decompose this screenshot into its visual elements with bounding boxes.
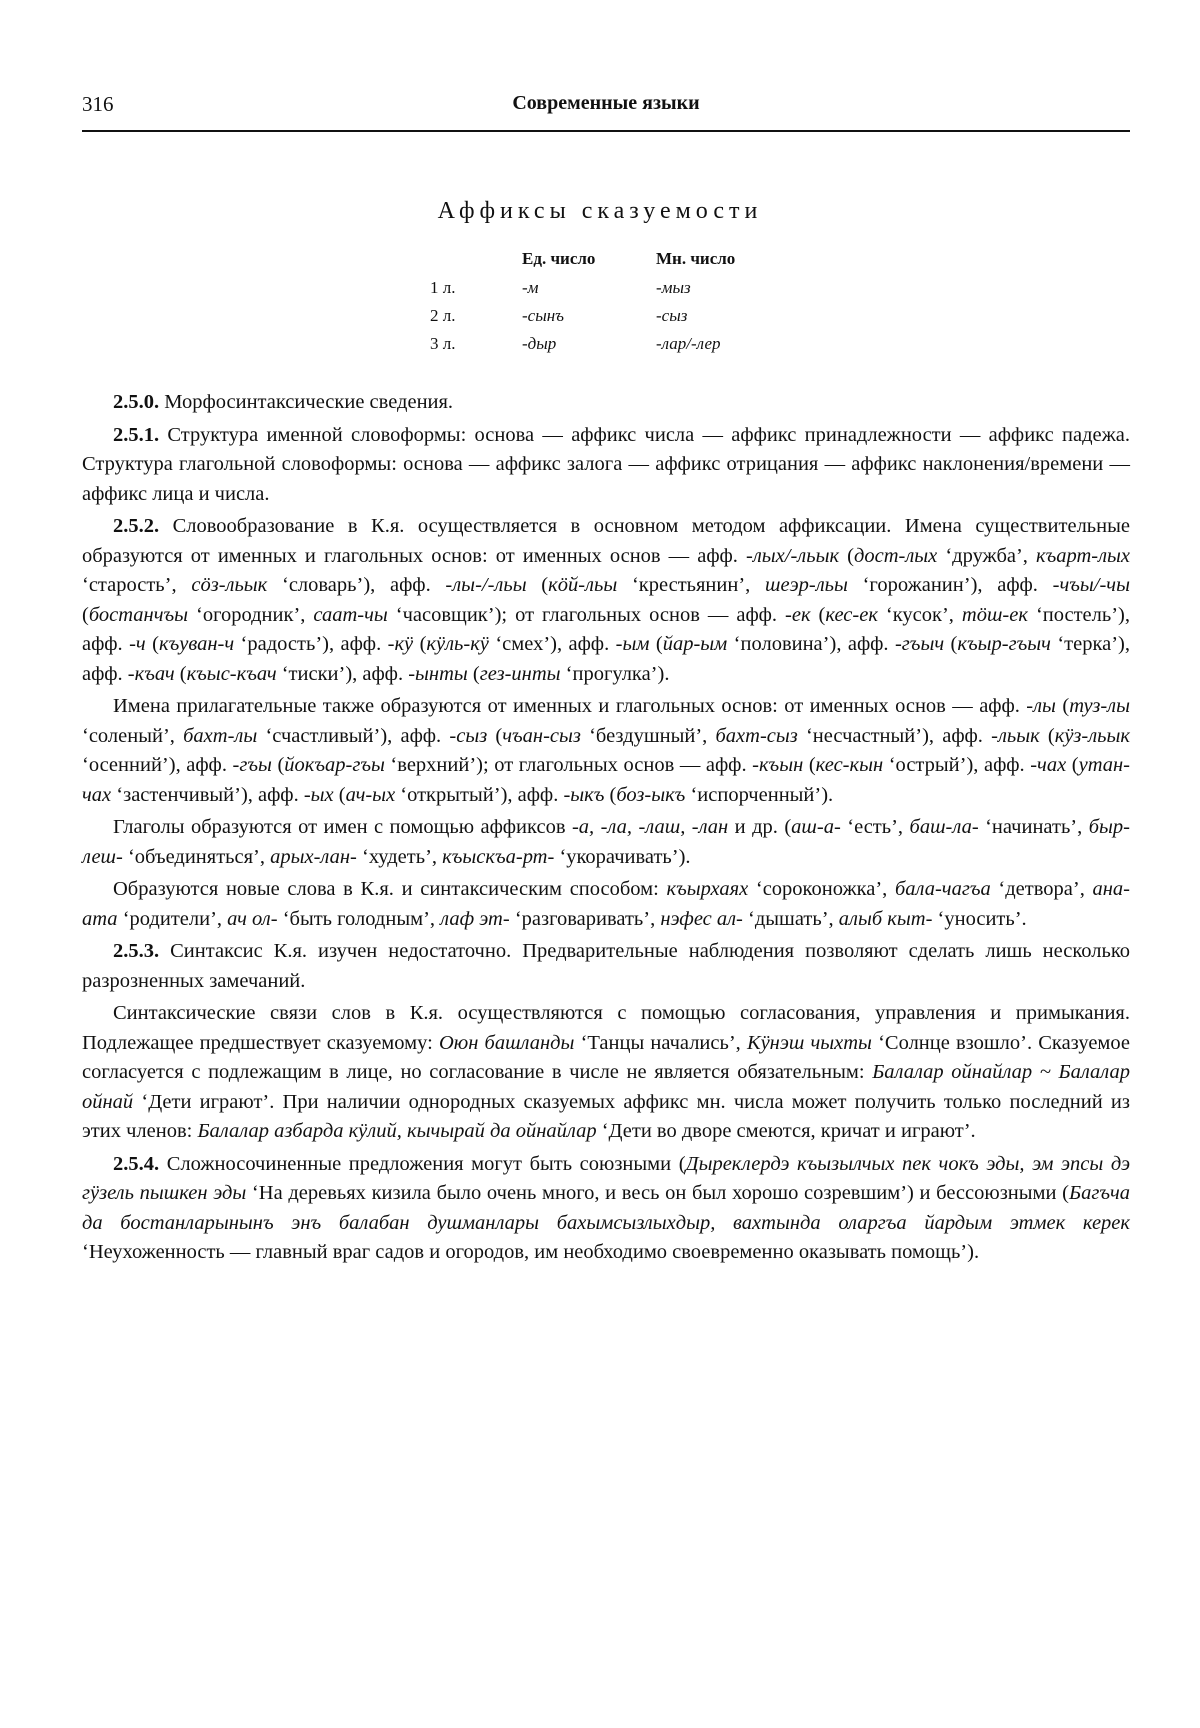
text-run: ‘огородник’,: [188, 603, 314, 626]
table-row: [430, 302, 806, 330]
text-run: Синтаксические связи слов в К.я. осуществляются с помощью согласования, управления и примыкания. Подлежащее предшествует сказуемому:: [82, 1002, 1130, 1054]
example-word: -ч: [129, 633, 146, 655]
example-word: -гъыч: [894, 633, 945, 655]
example-word: шеэр-льы: [765, 574, 848, 596]
text-run: Образуются новые слова в К.я. и синтаксическим способом:: [113, 878, 667, 900]
text-run: (: [145, 633, 159, 655]
text-run: ‘объединяться’,: [122, 845, 271, 868]
paragraph-2-5-0: [82, 388, 1130, 418]
example-word: -лы: [1026, 695, 1056, 717]
example-word: -лых/-льык: [746, 544, 840, 567]
text-run: (: [1039, 724, 1055, 747]
column-header-singular: Ед. число: [522, 249, 596, 268]
paragraph-2-5-4: [82, 1150, 1130, 1268]
example-word: бахт-лы: [183, 724, 258, 747]
example-word: -къын: [752, 754, 804, 776]
example-word: бала-чагъа: [894, 878, 991, 900]
body-text: [82, 388, 1130, 1271]
text-run: ‘радость’), афф.: [234, 633, 388, 655]
plural-affix-cell: -лар/-лер: [656, 334, 721, 353]
example-word: кÿз-льык: [1054, 724, 1130, 747]
text-run: (: [333, 783, 346, 806]
paragraph-text: Синтаксис К.я. изучен недостаточно. Предварительные наблюдения позволяют сделать лишь несколько разрозненных замечаний.: [82, 940, 1130, 992]
text-run: Имена прилагательные также образуются от именных и глагольных основ: от именных основ — афф.: [113, 695, 1027, 717]
person-cell: 1 л.: [430, 278, 456, 297]
table-heading: Аффиксы сказуемости: [437, 198, 763, 224]
plural-affix-cell: -сыз: [656, 306, 688, 325]
example-word: аш-а-: [791, 816, 841, 838]
text-run: Сложносочиненные предложения могут быть союзными (: [159, 1152, 686, 1175]
example-word: бостанчъы: [88, 603, 188, 626]
section-number: 2.5.1.: [113, 423, 160, 446]
text-run: ‘Дети во дворе смеются, кричат и играют’.: [596, 1120, 976, 1142]
text-run: (: [803, 754, 816, 776]
paragraph-syntactic-formation: [82, 875, 1130, 934]
paragraph-2-5-2: [82, 512, 1130, 689]
text-run: ‘половина’), афф.: [727, 633, 895, 655]
text-run: ‘родители’,: [117, 907, 228, 930]
text-run: (: [487, 724, 503, 747]
text-run: ‘постель’), афф.: [82, 603, 1131, 655]
example-sentence: Багъча да бостанларынынъ энъ балабан душманлары бахымсызлыхдыр, вахтында оларгъа йардым этмек керек: [82, 1182, 1130, 1234]
example-word: кес-кын: [815, 754, 884, 776]
text-run: (: [839, 544, 854, 567]
singular-affix-cell: -м: [522, 278, 539, 297]
column-header-person: [430, 244, 522, 274]
example-word: ач ол-: [227, 907, 278, 930]
text-run: ‘бездушный’,: [580, 724, 716, 747]
text-run: ‘терка’), афф.: [82, 633, 1130, 685]
text-run: ‘На деревьях кизила было очень много, и весь он был хорошо созревшим’) и бессоюзными (: [246, 1182, 1069, 1204]
example-word: -гъы: [232, 754, 272, 776]
example-word: -ым: [615, 633, 650, 655]
text-run: ‘начинать’,: [978, 816, 1089, 838]
example-word: лаф эт-: [440, 907, 510, 930]
column-header-plural: Мн. число: [656, 249, 736, 268]
text-run: ‘тиски’), афф.: [276, 662, 409, 685]
text-run: ‘испорченный’).: [685, 783, 834, 806]
example-sentence: Оюн башланды: [438, 1031, 575, 1054]
paragraph-2-5-1: [82, 421, 1130, 510]
section-number: 2.5.0.: [113, 391, 160, 413]
section-number: 2.5.3.: [113, 940, 160, 962]
text-run: Глаголы образуются от имен с помощью аффиксов: [113, 816, 572, 838]
text-run: ‘худеть’,: [356, 845, 443, 868]
predicative-affixes-table: [430, 244, 806, 358]
section-number: 2.5.4.: [113, 1152, 160, 1175]
text-run: ‘Неухоженность — главный враг садов и огородов, им необходимо своевременно оказывать помощь’).: [82, 1241, 980, 1263]
text-run: ‘острый’), афф.: [883, 754, 1031, 776]
example-word: -а, -ла, -лаш, -лан: [571, 816, 729, 838]
example-word: къырхаях: [666, 878, 749, 900]
example-word: -льык: [991, 724, 1040, 747]
example-word: арых-лан-: [270, 845, 357, 868]
example-word: сöз-льык: [191, 574, 268, 596]
text-run: ‘сороконожка’,: [748, 878, 895, 900]
paragraph-2-5-3: [82, 937, 1130, 996]
text-run: (: [174, 662, 187, 685]
example-word: -ек: [785, 603, 811, 626]
text-run: ‘дышать’,: [742, 907, 839, 930]
text-run: ‘прогулка’).: [560, 662, 670, 685]
text-run: (: [810, 603, 826, 626]
text-run: ‘кусок’,: [877, 603, 962, 626]
example-word: къуван-ч: [158, 633, 235, 655]
text-run: ‘Дети играют’. При наличии однородных сказуемых аффикс мн. числа может получить только последний из этих членов:: [82, 1090, 1130, 1142]
text-run: (: [604, 783, 617, 806]
text-run: (: [82, 603, 89, 626]
text-run: ‘Солнце взошло’. Сказуемое согласуется с подлежащим в лице, но согласование в числе не является обязательным:: [82, 1031, 1131, 1083]
text-run: ‘открытый’), афф.: [395, 783, 564, 806]
example-word: утан-чах: [82, 754, 1130, 806]
text-run: ‘соленый’,: [82, 724, 184, 747]
example-word: ач-ых: [345, 783, 396, 806]
example-word: -лы-/-льы: [445, 574, 527, 596]
text-run: ‘разговаривать’,: [509, 907, 661, 930]
text-run: ‘верхний’); от глагольных основ — афф.: [384, 754, 753, 776]
example-word: саат-чы: [313, 603, 388, 626]
example-word: -сыз: [449, 724, 488, 747]
text-run: ‘смех’), афф.: [488, 633, 616, 655]
text-run: ‘часовщик’); от глагольных основ — афф.: [387, 603, 786, 626]
example-word: нэфес ал-: [660, 907, 743, 930]
example-word: боз-ыкъ: [616, 783, 686, 806]
table-row: [430, 330, 806, 358]
example-word: къыр-гъыч: [957, 633, 1051, 655]
table-row: [430, 274, 806, 302]
example-word: бахт-сыз: [715, 724, 798, 747]
text-run: ‘уносить’.: [932, 907, 1027, 930]
example-word: -ых: [303, 783, 334, 806]
example-word: быр-леш-: [82, 816, 1130, 868]
example-word: къыскъа-рт-: [442, 845, 555, 868]
example-word: алыб кыт-: [838, 907, 933, 930]
paragraph-text: Структура именной словоформы: основа — аффикс числа — аффикс принадлежности — аффикс падежа. Структура глагольной словоформы: основа — аффикс залога — аффикс отрицания — аффикс наклонения/времени — аффикс лица и числа.: [82, 423, 1130, 505]
text-run: (: [413, 633, 427, 655]
singular-affix-cell: -дыр: [522, 334, 557, 353]
text-run: (: [271, 754, 285, 776]
example-word: кÿль-кÿ: [426, 633, 489, 655]
text-run: ‘старость’,: [82, 574, 192, 596]
text-run: ‘Танцы начались’,: [574, 1031, 747, 1054]
example-sentence: Кÿнэш чыхты: [746, 1031, 872, 1054]
page-number: 316: [82, 92, 114, 116]
text-run: ‘укорачивать’).: [554, 845, 691, 868]
example-word: гез-инты: [479, 662, 561, 685]
text-run: ‘есть’,: [840, 816, 910, 838]
running-title: Современные языки: [512, 92, 700, 114]
text-run: Словообразование в К.я. осуществляется в основном методом аффиксации. Имена существительные образуются от именных и глагольных основ: от именных основ — афф.: [82, 515, 1130, 567]
example-word: -къач: [127, 662, 175, 685]
text-run: и др. (: [728, 816, 792, 838]
example-word: тöш-ек: [961, 603, 1028, 626]
section-number: 2.5.2.: [113, 515, 160, 537]
example-word: -чах: [1030, 754, 1067, 776]
running-head: [82, 92, 1130, 122]
text-run: ‘счастливый’), афф.: [257, 724, 450, 747]
example-word: баш-ла-: [909, 816, 979, 838]
text-run: ‘быть голодным’,: [277, 907, 441, 930]
example-sentence: Балалар азбарда кÿлий, кычырай да ойнайлар: [197, 1120, 597, 1142]
example-sentence: Дыреклердэ къызылчых пек чокъ эды, эм эпсы дэ гÿзель пышкен эды: [82, 1152, 1130, 1204]
text-run: ‘осенний’), афф.: [82, 754, 233, 776]
text-run: ‘словарь’), афф.: [267, 574, 446, 596]
text-run: (: [1066, 754, 1079, 776]
plural-affix-cell: -мыз: [656, 278, 691, 297]
example-word: къарт-лых: [1036, 544, 1131, 567]
text-run: ‘горожанин’), афф.: [847, 574, 1053, 596]
text-run: (: [526, 574, 549, 596]
text-run: (: [944, 633, 958, 655]
text-run: (: [1055, 695, 1070, 717]
paragraph-verbs: [82, 813, 1130, 872]
example-word: -кÿ: [387, 633, 414, 655]
paragraph-syntactic-links: [82, 999, 1130, 1147]
example-word: къыс-къач: [186, 662, 277, 685]
text-run: ‘дружба’,: [937, 544, 1037, 567]
text-run: (: [649, 633, 663, 655]
text-run: ‘застенчивый’), афф.: [111, 783, 304, 806]
example-sentence: Балалар ойнайлар ~ Балалар ойнай: [82, 1061, 1130, 1113]
text-run: (: [467, 662, 480, 685]
example-word: -чъы/-чы: [1052, 574, 1130, 596]
example-word: чъан-сыз: [502, 724, 581, 747]
text-run: ‘детвора’,: [990, 878, 1093, 900]
text-run: ‘несчастный’), афф.: [797, 724, 992, 747]
example-word: кöй-льы: [548, 574, 618, 596]
table-header-row: [430, 244, 806, 274]
paragraph-adjectives: [82, 692, 1130, 810]
person-cell: 3 л.: [430, 334, 456, 353]
person-cell: 2 л.: [430, 306, 456, 325]
example-word: туз-лы: [1069, 695, 1130, 717]
example-word: ана-ата: [82, 878, 1131, 930]
paragraph-text: Морфосинтаксические сведения.: [159, 391, 454, 413]
text-run: ‘крестьянин’,: [617, 574, 766, 596]
example-word: йар-ым: [662, 633, 728, 655]
header-rule: [82, 130, 1130, 132]
example-word: дост-лых: [853, 544, 938, 567]
example-word: йокъар-гъы: [284, 754, 385, 776]
example-word: -ынты: [408, 662, 468, 685]
example-word: -ыкъ: [563, 783, 605, 806]
example-word: кес-ек: [825, 603, 878, 626]
singular-affix-cell: -сынъ: [522, 306, 564, 325]
